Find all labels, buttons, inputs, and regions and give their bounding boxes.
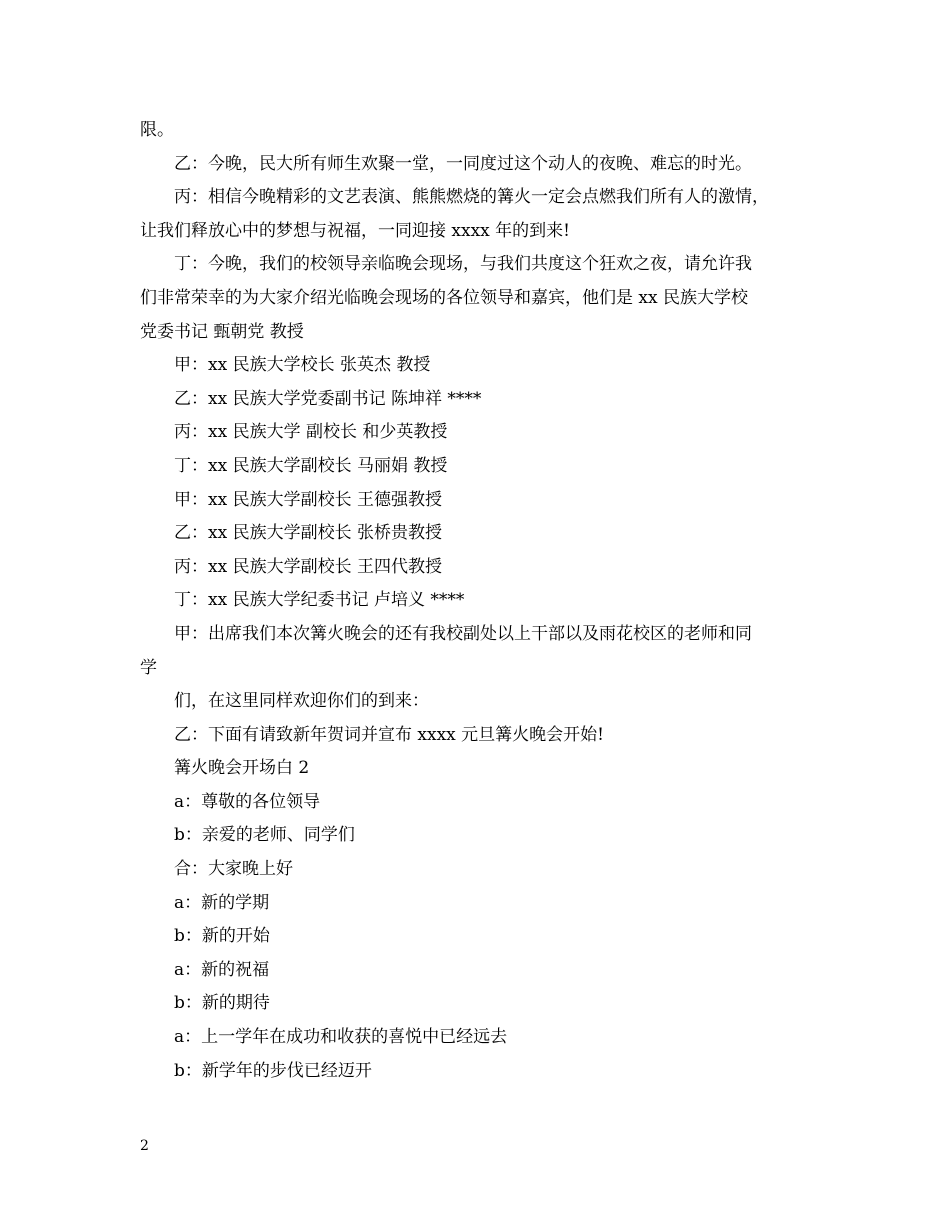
- text-line: 篝火晚会开场白 2: [174, 758, 310, 779]
- text-line: b：新学年的步伐已经迈开: [174, 1060, 372, 1081]
- text-line: b：新的期待: [174, 993, 270, 1014]
- text-line: 们非常荣幸的为大家介绍光临晚会现场的各位领导和嘉宾，他们是 xx 民族大学校: [140, 287, 748, 308]
- text-line: 丙：xx 民族大学 副校长 和少英教授: [174, 422, 448, 443]
- text-line: 甲：xx 民族大学副校长 王德强教授: [174, 489, 442, 510]
- page-number: 2: [140, 1138, 149, 1154]
- text-line: 乙：xx 民族大学党委副书记 陈坤祥 ****: [174, 388, 482, 409]
- text-line: 乙：xx 民族大学副校长 张桥贵教授: [174, 523, 442, 544]
- text-line: 乙：下面有请致新年贺词并宣布 xxxx 元旦篝火晚会开始!: [174, 724, 604, 745]
- text-line: 甲：出席我们本次篝火晚会的还有我校副处以上干部以及雨花校区的老师和同: [174, 623, 752, 644]
- text-line: 们，在这里同样欢迎你们的到来：: [174, 691, 429, 712]
- text-line: a：尊敬的各位领导: [174, 791, 321, 812]
- text-line: b：亲爱的老师、同学们: [174, 825, 355, 846]
- text-line: 党委书记 甄朝党 教授: [140, 321, 304, 342]
- text-line: a：新的祝福: [174, 959, 270, 980]
- text-line: 乙：今晚，民大所有师生欢聚一堂，一同度过这个动人的夜晚、难忘的时光。: [174, 153, 752, 174]
- text-line: 丁：xx 民族大学纪委书记 卢培义 ****: [174, 590, 465, 611]
- text-line: 学: [140, 657, 157, 678]
- document-body: [140, 114, 830, 1088]
- text-line: a：新的学期: [174, 892, 270, 913]
- text-line: 限。: [140, 120, 174, 140]
- text-line: 丙：相信今晚精彩的文艺表演、熊熊燃烧的篝火一定会点燃我们所有人的激情，: [174, 187, 769, 208]
- text-line: 让我们释放心中的梦想与祝福，一同迎接 xxxx 年的到来!: [140, 220, 570, 241]
- text-line: 甲：xx 民族大学校长 张英杰 教授: [174, 355, 431, 376]
- text-line: a：上一学年在成功和收获的喜悦中已经远去: [174, 1027, 508, 1048]
- text-line: 丁：今晚，我们的校领导亲临晚会现场，与我们共度这个狂欢之夜，请允许我: [174, 254, 752, 275]
- text-line: 丙：xx 民族大学副校长 王四代教授: [174, 556, 442, 577]
- text-line: b：新的开始: [174, 926, 270, 947]
- text-line: 丁：xx 民族大学副校长 马丽娟 教授: [174, 455, 448, 476]
- text-line: 合：大家晚上好: [174, 859, 293, 880]
